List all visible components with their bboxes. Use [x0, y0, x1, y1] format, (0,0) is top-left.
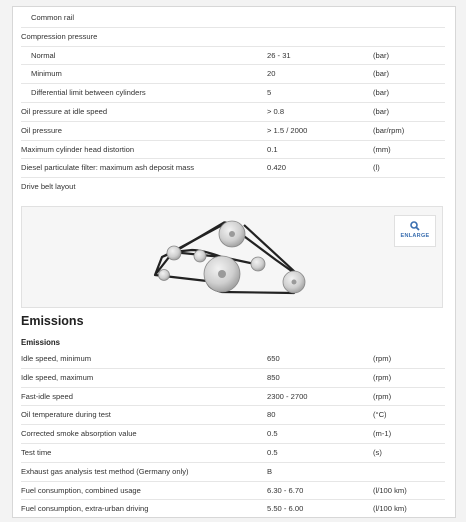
pulley-right-idler — [251, 257, 265, 271]
emissions-row — [21, 463, 445, 482]
spec-row — [21, 103, 445, 122]
drive-belt-layout-panel — [21, 206, 443, 308]
spec-label: Common rail — [31, 13, 75, 22]
spec-unit: (bar) — [373, 88, 390, 98]
spec-row — [21, 159, 445, 178]
spec-page — [12, 6, 456, 518]
spec-unit: (bar/rpm) — [373, 125, 405, 135]
spec-row — [21, 28, 445, 47]
emissions-row — [21, 500, 445, 518]
spec-unit: (rpm) — [373, 391, 392, 401]
spec-label: Normal — [31, 50, 56, 60]
spec-value: > 0.8 — [267, 106, 285, 116]
spec-row — [21, 65, 445, 84]
spec-label: Oil temperature during test — [21, 410, 111, 420]
spec-label: Diesel particulate filter: maximum ash deposit mass — [21, 163, 195, 173]
spec-value: 26 - 31 — [267, 50, 291, 60]
spec-label: Fuel consumption, combined usage — [21, 485, 141, 495]
spec-label: Differential limit between cylinders — [31, 88, 146, 98]
spec-label: Idle speed, maximum — [21, 372, 94, 382]
spec-value: 20 — [267, 69, 276, 79]
spec-value: > 1.5 / 2000 — [267, 125, 308, 135]
magnifier-icon — [409, 221, 421, 231]
spec-label: Maximum cylinder head distortion — [21, 144, 135, 154]
emissions-row — [21, 482, 445, 501]
spec-value: 0.5 — [267, 429, 278, 439]
spec-unit: (bar) — [373, 69, 390, 79]
spec-row — [21, 141, 445, 160]
spec-label: Idle speed, minimum — [21, 354, 92, 363]
enlarge-button[interactable] — [394, 215, 436, 247]
spec-row — [21, 178, 445, 196]
spec-value: 5 — [267, 88, 272, 98]
spec-value: 6.30 - 6.70 — [267, 485, 304, 495]
spec-unit: (bar) — [373, 106, 390, 116]
section-heading: Emissions — [21, 314, 84, 328]
spec-label: Test time — [21, 447, 52, 457]
emissions-row — [21, 350, 445, 369]
pulley-hub — [218, 270, 226, 278]
emissions-table — [21, 350, 445, 518]
spec-unit: (mm) — [373, 144, 391, 154]
spec-value: 2300 - 2700 — [267, 391, 308, 401]
spec-row — [21, 122, 445, 141]
spec-unit: (rpm) — [373, 372, 392, 382]
pulley-hub — [292, 280, 297, 285]
pulley-left-lower — [159, 270, 170, 281]
spec-label: Oil pressure — [21, 125, 62, 135]
spec-label: Compression pressure — [21, 31, 98, 41]
spec-unit: (l) — [373, 163, 380, 173]
enlarge-label: ENLARGE — [400, 233, 430, 239]
spec-row — [21, 9, 445, 28]
spec-label: Exhaust gas analysis test method (Germany only) — [21, 466, 189, 476]
spec-unit: (°C) — [373, 410, 387, 420]
spec-row — [21, 84, 445, 103]
spec-unit: (s) — [373, 447, 382, 457]
spec-unit: (rpm) — [373, 354, 392, 363]
emissions-row — [21, 406, 445, 425]
spec-value: 0.420 — [267, 163, 287, 173]
spec-unit: (m-1) — [373, 429, 392, 439]
spec-label: Fuel consumption, extra-urban driving — [21, 504, 149, 514]
pulley-left-upper — [167, 246, 181, 260]
spec-value: 80 — [267, 410, 276, 420]
pulley-hub — [229, 231, 235, 237]
table-subheading: Emissions — [21, 338, 60, 347]
drive-belt-diagram — [22, 207, 442, 307]
spec-unit: (l/100 km) — [373, 485, 407, 495]
emissions-row — [21, 444, 445, 463]
spec-row — [21, 47, 445, 66]
specs-table — [21, 9, 445, 196]
spec-value: 650 — [267, 354, 280, 363]
belt-path-segment — [174, 223, 226, 251]
spec-value: 0.5 — [267, 447, 278, 457]
spec-unit: (l/100 km) — [373, 504, 407, 514]
spec-value: 5.50 - 6.00 — [267, 504, 304, 514]
spec-value: 0.1 — [267, 144, 278, 154]
spec-label: Minimum — [31, 69, 62, 79]
spec-unit: (bar) — [373, 50, 390, 60]
pulley-idler — [194, 250, 206, 262]
spec-label: Corrected smoke absorption value — [21, 429, 137, 439]
spec-label: Oil pressure at idle speed — [21, 106, 108, 116]
spec-value: 850 — [267, 372, 280, 382]
spec-value: B — [267, 466, 273, 476]
emissions-row — [21, 388, 445, 407]
emissions-row — [21, 369, 445, 388]
spec-label: Drive belt layout — [21, 182, 76, 192]
spec-label: Fast-idle speed — [21, 391, 73, 401]
emissions-row — [21, 425, 445, 444]
